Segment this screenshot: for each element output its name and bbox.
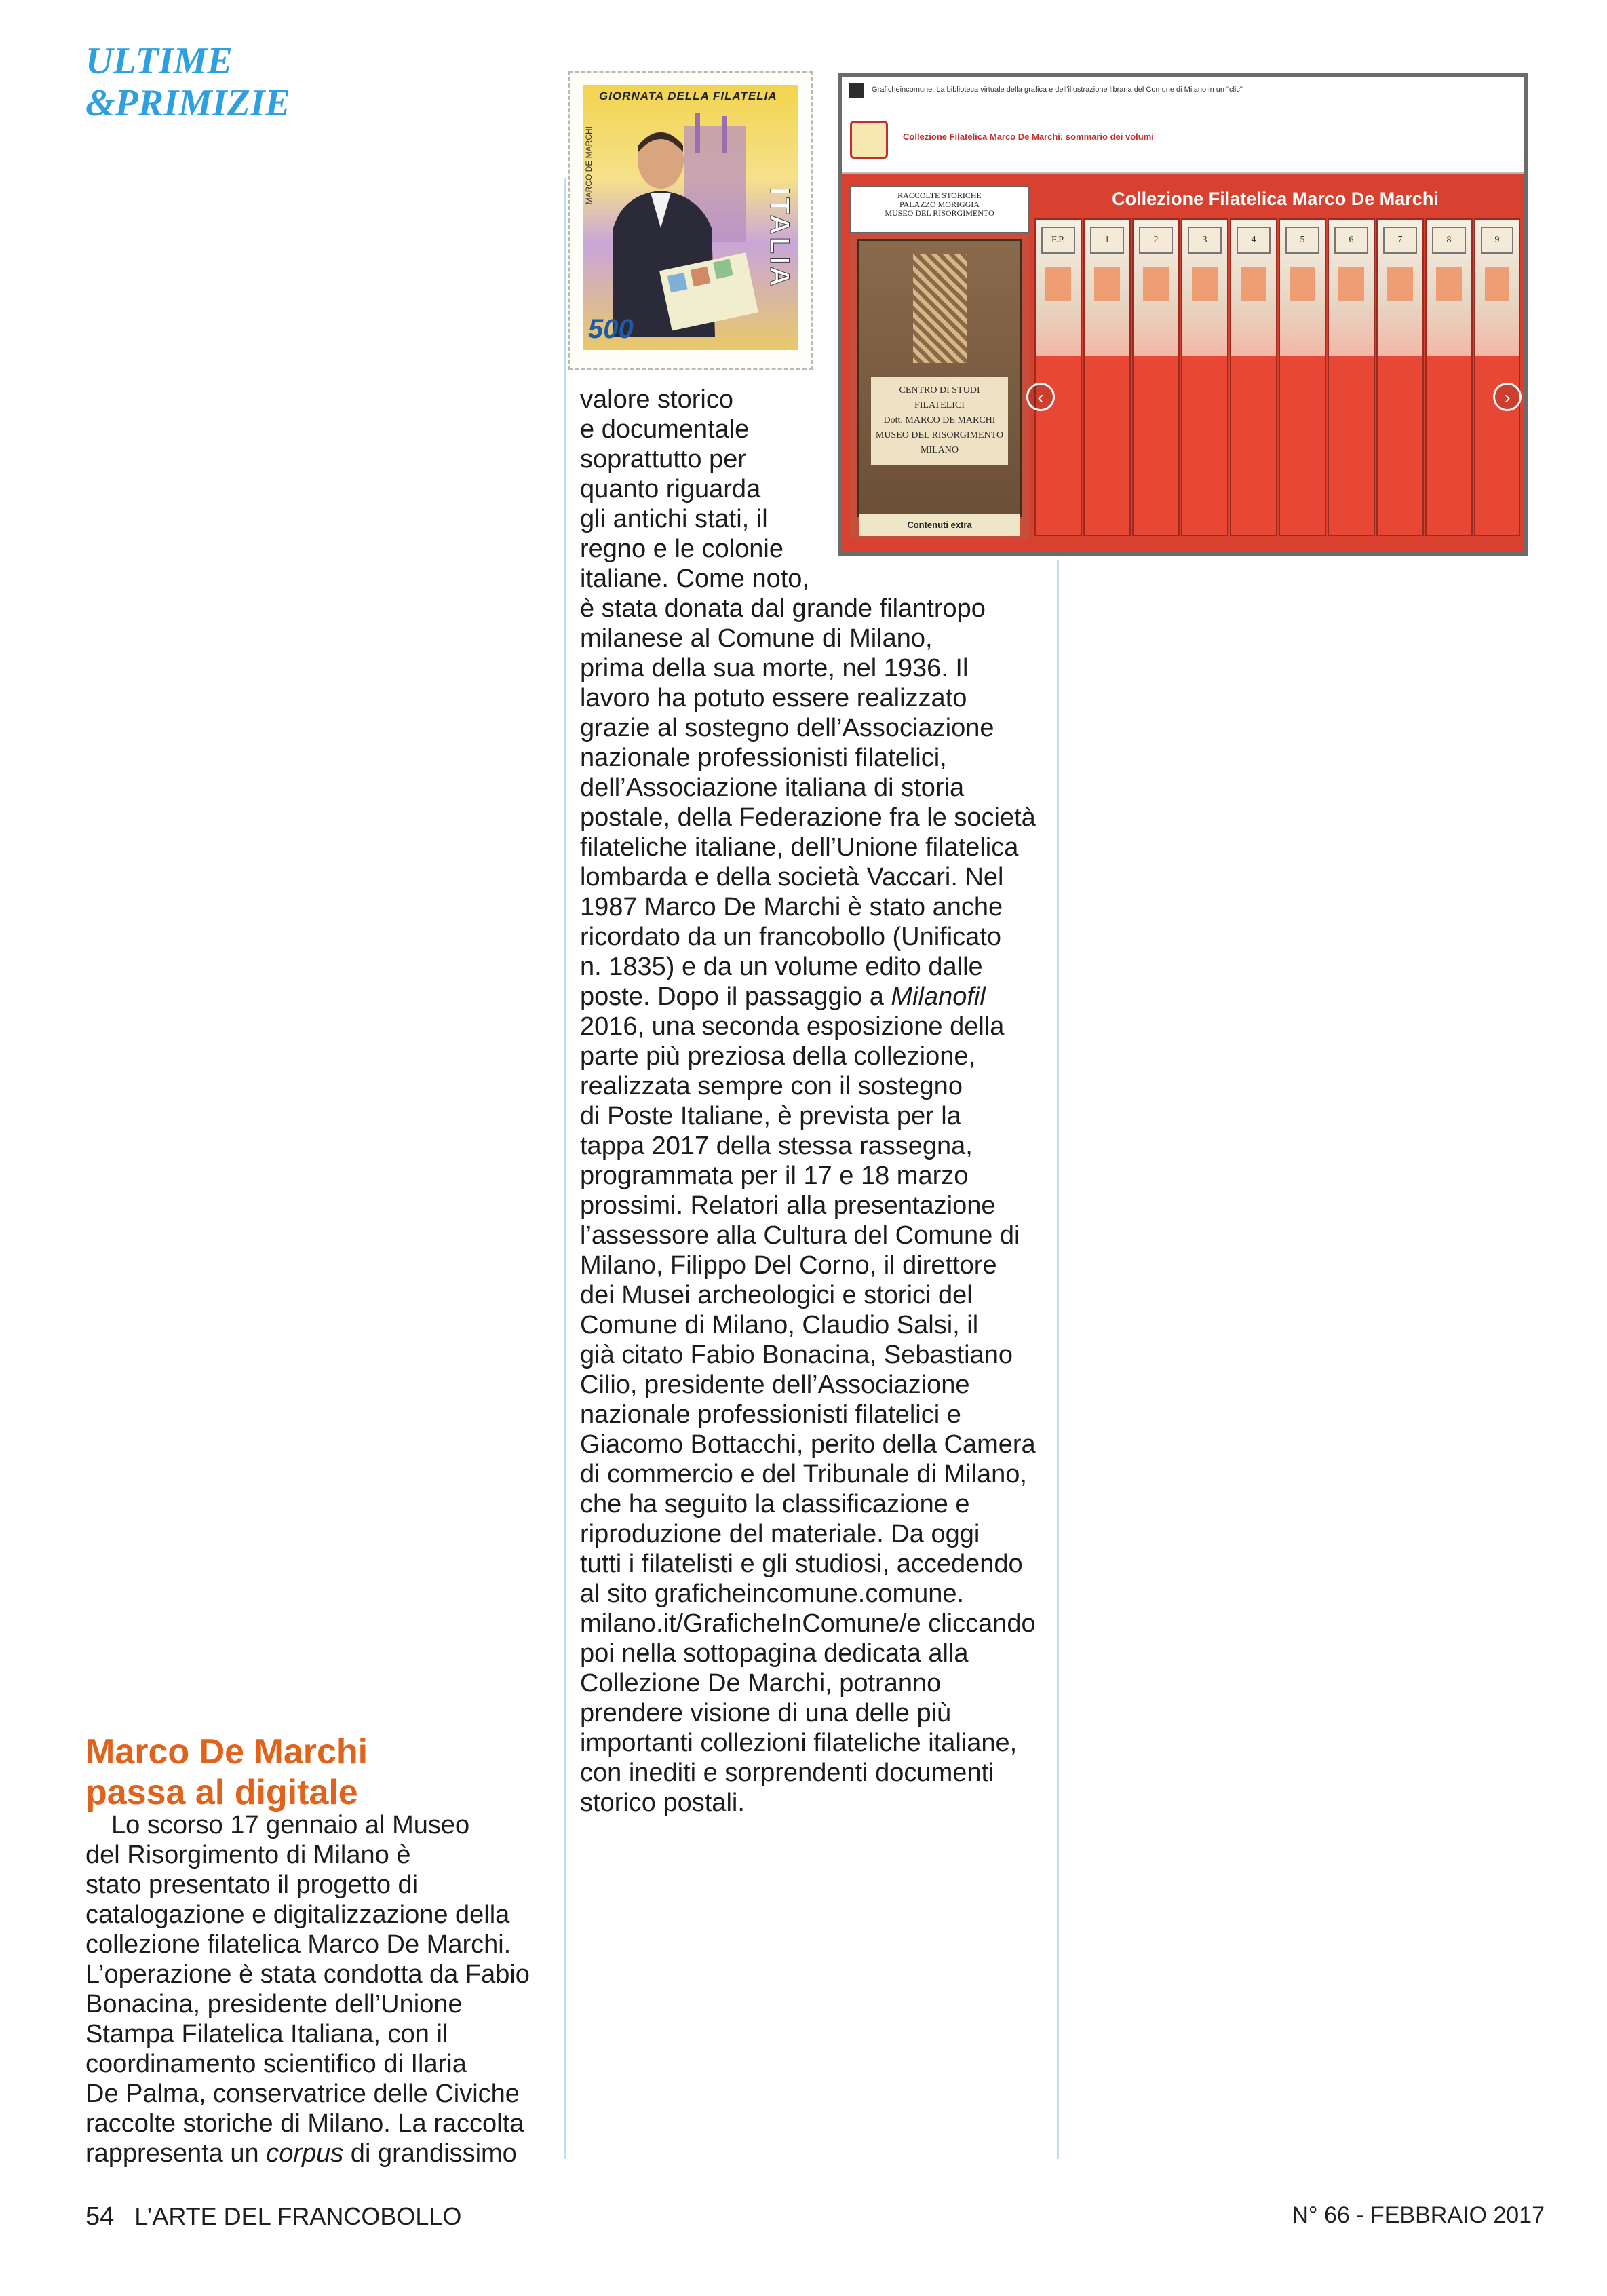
article-column-1-text-tail: di grandissimo xyxy=(343,2139,517,2168)
binder-volume[interactable] xyxy=(1376,218,1424,536)
page-footer-left xyxy=(85,2202,461,2232)
binder-volume[interactable] xyxy=(1425,218,1473,536)
collection-logo-icon xyxy=(850,121,888,159)
article-headline xyxy=(85,1731,465,1813)
chevron-right-icon[interactable]: › xyxy=(1493,383,1522,411)
stamp-artwork xyxy=(583,85,798,350)
section-title xyxy=(85,39,289,125)
website-screenshot xyxy=(838,73,1528,556)
article-column-2-text-rest: 2016, una seconda esposizione della parte più preziosa della collezione, realizzata sempre con il sostegno di Poste Italiane, è prevista per la tappa 2017 della stessa rassegna, programmata per il 17 e 18 marzo prossimi. Relatori alla presentazione l’assessore alla Cultura del Comune di Milano, Filippo Del Corno, il direttore dei Musei archeologici e storici del Comune di Milano, Claudio Salsi, il già citato Fabio Bonacina, Sebastiano Cilio, presidente dell’Associazione nazionale professionisti filatelici e Giacomo Bottacchi, perito della Camera di commercio e del Tribunale di Milano, che ha seguito la classificazione e riproduzione del materiale. Da oggi tutti i filatelisti e gli studiosi, accedendo al sito graficheincomune.comune. milano.it/GraficheInComune/e cliccando poi nella sottopagina dedicata alla Collezione De Marchi, potranno prendere visione di una delle più importanti collezioni filateliche italiane, con inediti e sorprendenti documenti storico postali. xyxy=(580,1012,1036,1817)
article-column-2-italic: Milanofil xyxy=(891,982,986,1011)
binder-volume[interactable] xyxy=(1230,218,1277,536)
binder-volume[interactable] xyxy=(1474,218,1520,536)
article-column-1 xyxy=(85,1810,560,2168)
stamp-title: GIORNATA DELLA FILATELIA xyxy=(599,90,777,102)
stamp-value: 500 xyxy=(588,314,634,344)
binder-label: 3 xyxy=(1188,227,1222,254)
section-title-line2: &PRIMIZIE xyxy=(85,82,290,124)
magazine-name: L’ARTE DEL FRANCOBOLLO xyxy=(134,2202,462,2230)
binder-label: F.P. xyxy=(1041,227,1075,254)
website-header xyxy=(842,104,1524,174)
binder-label: 6 xyxy=(1334,227,1368,254)
binder-volume[interactable] xyxy=(1328,218,1375,536)
binder-label: 7 xyxy=(1383,227,1417,254)
issue-info: N° 66 - FEBBRAIO 2017 xyxy=(1292,2202,1545,2228)
chevron-left-icon[interactable]: ‹ xyxy=(1026,383,1055,411)
book-label-text: CENTRO DI STUDI FILATELICI Dott. MARCO DE MARCHI MUSEO DEL RISORGIMENTO MILANO xyxy=(875,385,1004,455)
binder-label: 1 xyxy=(1090,227,1124,254)
portrait-figure xyxy=(603,113,759,337)
headline-line-1: Marco De Marchi xyxy=(85,1732,368,1772)
website-title: Collezione Filatelica Marco De Marchi xyxy=(1112,189,1439,209)
stamp-side-text: MARCO DE MARCHI xyxy=(584,126,594,205)
section-title-line1: ULTIME xyxy=(85,40,233,82)
binder-volume[interactable] xyxy=(1083,218,1131,536)
article-column-1-italic: corpus xyxy=(266,2139,344,2168)
book-cover-art xyxy=(857,239,1022,517)
article-column-2-text: è stata donata dal grande filantropo milanese al Comune di Milano, prima della sua morte, nel 1936. Il lavoro ha potuto essere realizzato grazie al sostegno dell’Associazione nazionale professionisti filatelici, dell’Associazione italiana di storia postale, della Federazione fra le società filateliche italiane, dell’Unione filatelica lombarda e della società Vaccari. Nel 1987 Marco De Marchi è stato anche ricordato da un francobollo (Unificato n. 1835) e da un volume edito dalle poste. Dopo il passaggio a xyxy=(580,594,1036,1011)
stamp-image xyxy=(568,71,813,370)
article-column-1-text: Lo scorso 17 gennaio al Museo del Risorgimento di Milano è stato presentato il progetto di catalogazione e digitalizzazione della collezione filatelica Marco De Marchi. L’operazione è stata condotta da Fabio Bonacina, presidente dell’Unione Stampa Filatelica Italiana, con il coordinamento scientifico di Ilaria De Palma, conservatrice delle Civiche raccolte storiche di Milano. La raccolta rappresenta un xyxy=(85,1811,530,2168)
website-topbar xyxy=(842,77,1524,106)
page-number: 54 xyxy=(85,2202,115,2231)
article-column-2-intro: valore storico e documentale soprattutto per quanto riguarda gli antichi stati, il regno e le colonie italiane. Come noto, xyxy=(580,385,809,593)
binder-volume[interactable] xyxy=(1034,218,1082,536)
book-header xyxy=(850,186,1029,233)
binder-label: 4 xyxy=(1237,227,1271,254)
site-logo-icon xyxy=(849,83,864,98)
book-header-text: RACCOLTE STORICHE PALAZZO MORIGGIA MUSEO DEL RISORGIMENTO xyxy=(885,191,994,218)
column-rule-left xyxy=(564,178,566,2159)
article-column-2 xyxy=(580,594,1055,1818)
binder-label: 5 xyxy=(1285,227,1319,254)
binder-shelf xyxy=(1034,218,1520,536)
binder-label: 8 xyxy=(1432,227,1466,254)
column-rule-right xyxy=(1057,560,1059,2159)
book-decoration xyxy=(913,254,967,363)
binder-volume[interactable] xyxy=(1279,218,1326,536)
website-subtitle: Collezione Filatelica Marco De Marchi: sommario dei volumi xyxy=(903,132,1154,142)
binder-volume[interactable] xyxy=(1132,218,1180,536)
book-cover[interactable] xyxy=(850,186,1029,539)
headline-line-2: passa al digitale xyxy=(85,1773,358,1812)
binder-label: 2 xyxy=(1139,227,1173,254)
binder-volume[interactable] xyxy=(1181,218,1228,536)
binder-label: 9 xyxy=(1481,227,1513,254)
website-topbar-text: Graficheincomune. La biblioteca virtuale della grafica e dell'illustrazione libraria del Comune di Milano in un "clic" xyxy=(872,85,1243,94)
extra-content-button[interactable]: Contenuti extra xyxy=(859,514,1020,536)
book-label xyxy=(871,377,1008,465)
stamp-country: ITALIA xyxy=(764,187,794,289)
